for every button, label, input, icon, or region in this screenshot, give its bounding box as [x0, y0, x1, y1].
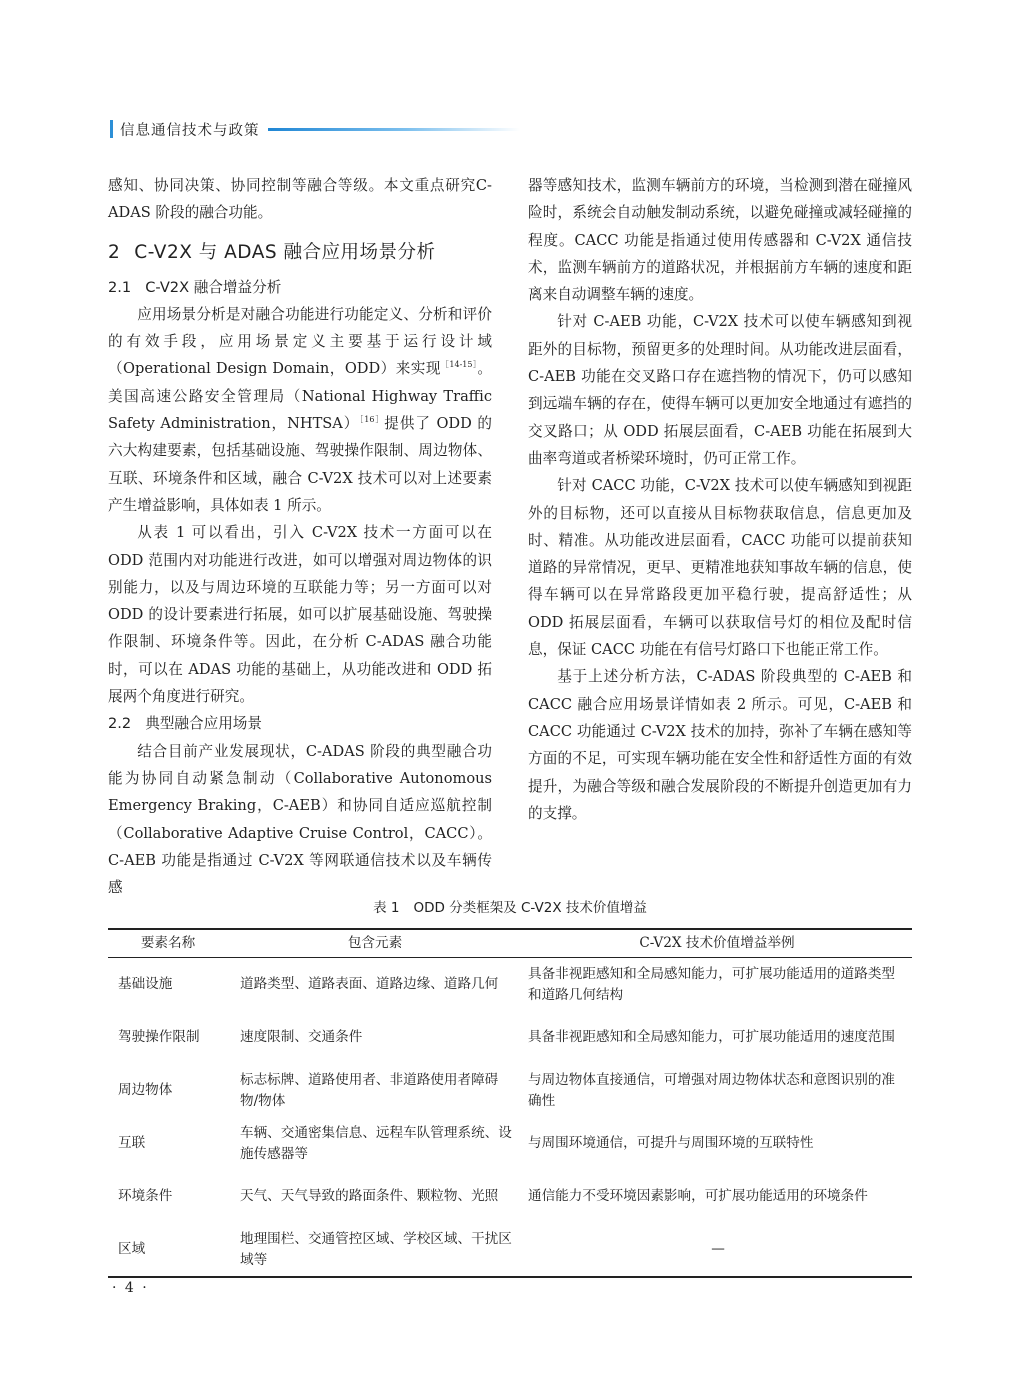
table-title: ODD 分类框架及 C-V2X 技术价值增益	[413, 900, 647, 916]
table-cell: 标志标牌、道路使用者、非道路使用者障碍物/物体	[240, 1071, 499, 1109]
header-gradient-rule	[268, 128, 521, 131]
journal-section-title: 信息通信技术与政策	[120, 122, 260, 139]
paragraph: 基于上述分析方法，C-ADAS 阶段典型的 C-AEB 和 CACC 融合应用场景详情如表 2 所示。可见，C-AEB 和 CACC 功能通过 C-V2X 技术的加持，弥补了车辆在感知等方面的不足，可实现车辆功能在安全性和舒适性方面的有效提升，为融合等级和融合发展阶段的不断提升创造更加有力的支撑。	[528, 668, 912, 822]
table-cell: 与周边物体直接通信，可增强对周边物体状态和意图识别的准确性	[528, 1071, 896, 1109]
right-column	[528, 172, 912, 827]
paragraph: 从表 1 可以看出，引入 C-V2X 技术一方面可以在 ODD 范围内对功能进行改进，如可以增强对周边物体的识别能力，以及与周边环境的互联能力等；另一方面可以对 ODD 的设计要素进行拓展，如可以扩展基础设施、驾驶操作限制、环境条件等。因此，在分析 C-ADAS 融合功能时，可以在 ADAS 功能的基础上，从功能改进和 ODD 拓展两个角度进行研究。	[108, 524, 492, 706]
table-cell: —	[522, 1223, 912, 1277]
section-heading	[108, 238, 492, 268]
paragraph-text: 。美国高速公路安全管理局（National Highway Traffic Safety Administration，NHTSA）	[108, 360, 492, 433]
subsection-heading	[108, 274, 492, 301]
table-cell: 车辆、交通密集信息、远程车队管理系统、设施传感器等	[240, 1124, 512, 1162]
table-row	[108, 1170, 912, 1223]
table-cell: 具备非视距感知和全局感知能力，可扩展功能适用的道路类型和道路几何结构	[528, 965, 896, 1003]
subsection-heading	[108, 710, 492, 737]
table-cell: 基础设施	[118, 976, 173, 992]
section-title: C-V2X 与 ADAS 融合应用场景分析	[134, 241, 436, 263]
paragraph: 结合目前产业发展现状，C-ADAS 阶段的典型融合功能为协同自动紧急制动（Collaborative Autonomous Emergency Braking，C-AEB）和协同自适应巡航控制（Collaborative Adaptive Cruise Control，CACC）。C-AEB 功能是指通过 C-V2X 等网联通信技术以及车辆传感	[108, 742, 492, 897]
paragraph: 针对 C-AEB 功能，C-V2X 技术可以使车辆感知到视距外的目标物，预留更多的处理时间。从功能改进层面看，C-AEB 功能在交叉路口存在遮挡物的情况下，仍可以感知到远端车辆的存在，使得车辆可以更加安全地通过有遮挡的交叉路口；从 ODD 拓展层面看，C-AEB 功能在拓展到大曲率弯道或者桥梁环境时，仍可正常工作。	[528, 313, 912, 467]
table-header-row	[108, 929, 912, 958]
header-accent-bar	[110, 120, 113, 138]
table-cell: 具备非视距感知和全局感知能力，可扩展功能适用的速度范围	[528, 1029, 896, 1045]
section-number: 2	[108, 241, 121, 263]
table-cell: 与周围环境通信，可提升与周围环境的互联特性	[528, 1135, 814, 1151]
subsection-number: 2.1	[108, 278, 132, 296]
table-row	[108, 1064, 912, 1117]
column-header: 要素名称	[108, 929, 228, 958]
table-cell: 驾驶操作限制	[118, 1029, 200, 1045]
running-header	[110, 118, 520, 140]
subsection-title: C-V2X 融合增益分析	[145, 278, 282, 296]
column-header: 包含元素	[228, 929, 522, 958]
table-cell: 地理围栏、交通管控区域、学校区域、干扰区域等	[228, 1223, 522, 1277]
paragraph-text: 提供了 ODD 的六大构建要素，包括基础设施、驾驶操作限制、周边物体、互联、环境条件和区域，融合 C-V2X 技术可以对上述要素产生增益影响，具体如表 1 所示。	[108, 415, 492, 514]
page-number: · 4 ·	[112, 1280, 149, 1296]
citation-ref: ［14-15］	[440, 360, 478, 370]
paragraph: 针对 CACC 功能，C-V2X 技术可以使车辆感知到视距外的目标物，还可以直接从目标物获取信息，信息更加及时、精准。从功能改进层面看，CACC 功能可以提前获知道路的异常情况，更早、更精准地获知事故车辆的信息，使得车辆可以在异常路段更加平稳行驶，提高舒适性；从 ODD 拓展层面看，车辆可以获取信号灯的相位及配时信息，保证 CACC 功能在有信号灯路口下也能正常工作。	[528, 477, 912, 659]
table-cell: 速度限制、交通条件	[240, 1029, 363, 1045]
table-number: 表 1	[373, 900, 400, 916]
table-cell: 周边物体	[118, 1082, 173, 1098]
table-cell: 通信能力不受环境因素影响，可扩展功能适用的环境条件	[528, 1188, 868, 1204]
citation-ref: ［16］	[359, 415, 385, 425]
table-cell: 环境条件	[118, 1188, 173, 1204]
table-cell: 道路类型、道路表面、道路边缘、道路几何	[240, 976, 499, 992]
paragraph	[108, 301, 492, 519]
subsection-title: 典型融合应用场景	[145, 715, 262, 733]
subsection-number: 2.2	[108, 715, 132, 733]
table-row	[108, 1011, 912, 1064]
table-cell: 区域	[108, 1223, 228, 1277]
table-cell: 互联	[118, 1135, 146, 1151]
left-column	[108, 172, 492, 901]
table-caption	[108, 896, 912, 916]
paragraph: 器等感知技术，监测车辆前方的环境，当检测到潜在碰撞风险时，系统会自动触发制动系统，以避免碰撞或减轻碰撞的程度。CACC 功能是指通过使用传感器和 C-V2X 通信技术，监测车辆前方的道路状况，并根据前方车辆的速度和距离来自动调整车辆的速度。	[528, 177, 912, 304]
table-row	[108, 1117, 912, 1170]
table-row	[108, 1223, 912, 1277]
table-row	[108, 958, 912, 1012]
table-cell: 天气、天气导致的路面条件、颗粒物、光照	[240, 1188, 499, 1204]
paragraph-text: 应用场景分析是对融合功能进行功能定义、分析和评价的有效手段，应用场景定义主要基于运行设计域（Operational Design Domain，ODD）来实现	[108, 305, 492, 378]
odd-table	[108, 928, 912, 1278]
column-header: C-V2X 技术价值增益举例	[522, 929, 912, 958]
paragraph: 感知、协同决策、协同控制等融合等级。本文重点研究C-ADAS 阶段的融合功能。	[108, 177, 492, 222]
